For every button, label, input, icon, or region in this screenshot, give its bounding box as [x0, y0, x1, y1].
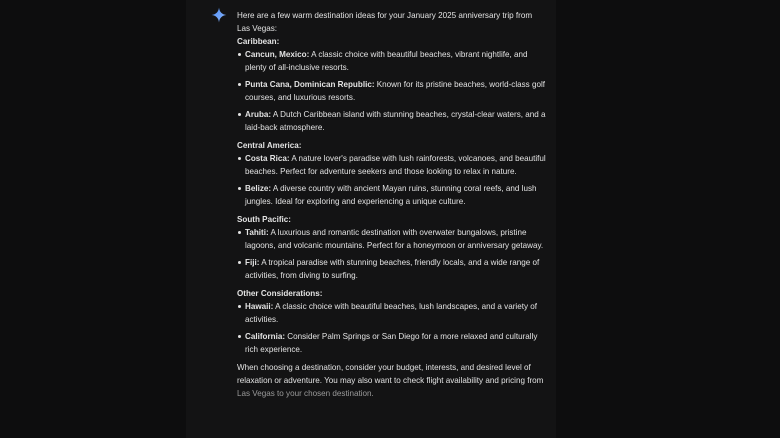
destination-name: Fiji:	[245, 258, 260, 267]
section-heading: South Pacific:	[237, 215, 291, 224]
list-item	[237, 152, 547, 178]
list-item	[237, 78, 547, 104]
closing-text	[237, 361, 547, 400]
list-item	[237, 256, 547, 282]
destination-list	[237, 152, 547, 208]
sparkle-icon	[211, 7, 227, 23]
left-margin	[0, 0, 186, 438]
destination-list	[237, 48, 547, 134]
destination-name: Punta Cana, Dominican Republic:	[245, 80, 375, 89]
destination-description: A nature lover's paradise with lush rainforests, volcanoes, and beautiful beaches. Perfect for adventure seekers and those looking to relax in nature.	[245, 154, 546, 176]
destination-name: Costa Rica:	[245, 154, 290, 163]
section-heading: Other Considerations:	[237, 289, 323, 298]
destination-description: A tropical paradise with stunning beaches, friendly locals, and a wide range of activities, from diving to surfing.	[245, 258, 540, 280]
destination-description: A Dutch Caribbean island with stunning beaches, crystal-clear waters, and a laid-back atmosphere.	[245, 110, 546, 132]
section-heading: Central America:	[237, 141, 302, 150]
destination-name: Aruba:	[245, 110, 272, 119]
assistant-response	[237, 9, 547, 400]
intro-text: Here are a few warm destination ideas for your January 2025 anniversary trip from Las Vegas:	[237, 11, 533, 33]
destination-description: A luxurious and romantic destination with overwater bungalows, pristine lagoons, and volcanic mountains. Perfect for a honeymoon or anniversary getaway.	[245, 228, 544, 250]
destination-name: Hawaii:	[245, 302, 274, 311]
list-item	[237, 48, 547, 74]
list-item	[237, 300, 547, 326]
destination-description: Consider Palm Springs or San Diego for a more relaxed and culturally rich experience.	[245, 332, 538, 354]
destination-description: Known for its pristine beaches, world-class golf courses, and luxurious resorts.	[245, 80, 546, 102]
list-item	[237, 182, 547, 208]
destination-description: A diverse country with ancient Mayan ruins, stunning coral reefs, and lush jungles. Ideal for exploring and experiencing a unique culture.	[245, 184, 537, 206]
destination-name: Cancun, Mexico:	[245, 50, 310, 59]
closing-main-text: When choosing a destination, consider your budget, interests, and desired level of relaxation or adventure. You may also want to check flight availability and pricing from	[237, 363, 544, 385]
destination-description: A classic choice with beautiful beaches, lush landscapes, and a variety of activities.	[245, 302, 537, 324]
destination-sections	[237, 35, 547, 356]
section-heading: Caribbean:	[237, 37, 280, 46]
list-item	[237, 108, 547, 134]
right-margin	[556, 0, 780, 438]
list-item	[237, 330, 547, 356]
destination-name: California:	[245, 332, 286, 341]
destination-list	[237, 226, 547, 282]
list-item	[237, 226, 547, 252]
destination-name: Tahiti:	[245, 228, 269, 237]
destination-list	[237, 300, 547, 356]
closing-faded-text: Las Vegas to your chosen destination.	[237, 389, 374, 398]
destination-name: Belize:	[245, 184, 272, 193]
destination-description: A classic choice with beautiful beaches, vibrant nightlife, and plenty of all-inclusive resorts.	[245, 50, 528, 72]
